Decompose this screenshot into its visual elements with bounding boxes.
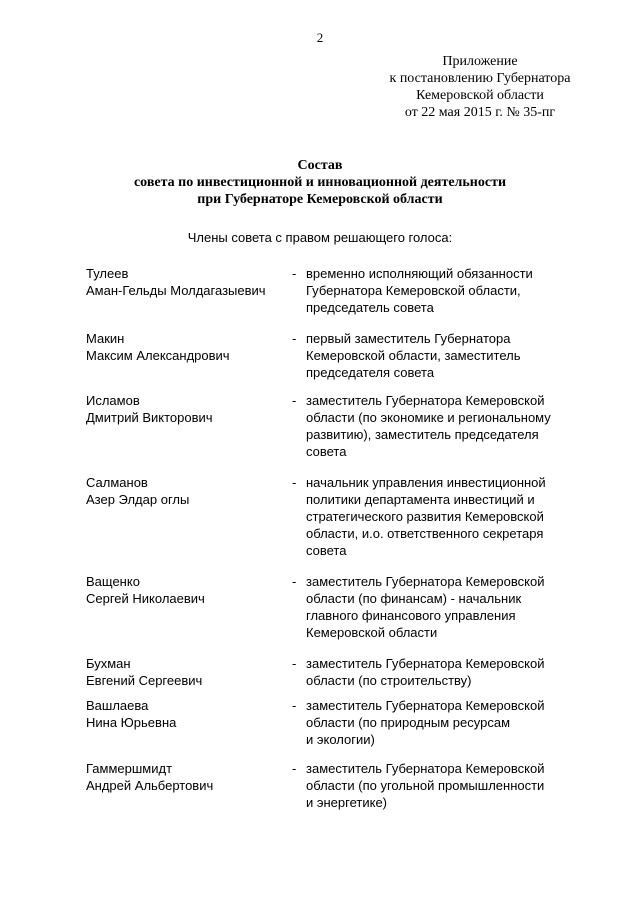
title-line: совета по инвестиционной и инновационной деятельности — [133, 175, 507, 190]
member-name — [86, 760, 286, 794]
role-line: и энергетике) — [306, 795, 388, 810]
member-given-name: Дмитрий Викторович — [86, 410, 213, 425]
member-given-name: Нина Юрьевна — [86, 715, 177, 730]
dash-separator: - — [292, 475, 297, 490]
role-line: политики департамента инвестиций и — [306, 492, 535, 507]
member-role — [306, 330, 576, 381]
dash-separator: - — [292, 331, 297, 346]
dash-separator: - — [292, 266, 297, 281]
role-line: Губернатора Кемеровской области, — [306, 283, 521, 298]
appendix-line: Приложение — [442, 54, 518, 69]
dash-separator: - — [292, 761, 297, 776]
member-name — [86, 265, 286, 299]
member-role — [306, 392, 576, 460]
document-title — [0, 157, 640, 208]
title-line: Состав — [297, 158, 343, 173]
member-surname: Тулеев — [86, 266, 129, 281]
member-name — [86, 392, 286, 426]
member-name — [86, 330, 286, 364]
member-surname: Макин — [86, 331, 125, 346]
role-line: области (по угольной промышленности — [306, 778, 545, 793]
appendix-line: Кемеровской области — [416, 88, 544, 103]
member-role — [306, 265, 576, 316]
member-role — [306, 474, 576, 559]
member-surname: Исламов — [86, 393, 140, 408]
role-line: области (по финансам) - начальник — [306, 591, 522, 606]
dash-separator: - — [292, 656, 297, 671]
appendix-block — [360, 53, 600, 121]
member-given-name: Сергей Николаевич — [86, 591, 205, 606]
member-role — [306, 760, 576, 811]
role-line: совета — [306, 444, 347, 459]
role-line: заместитель Губернатора Кемеровской — [306, 761, 545, 776]
role-line: Кемеровской области, заместитель — [306, 348, 521, 363]
members-subheading: Члены совета с правом решающего голоса: — [187, 230, 453, 245]
role-line: начальник управления инвестиционной — [306, 475, 546, 490]
role-line: председатель совета — [306, 300, 434, 315]
member-given-name: Евгений Сергеевич — [86, 673, 203, 688]
member-name — [86, 573, 286, 607]
role-line: заместитель Губернатора Кемеровской — [306, 656, 545, 671]
role-line: и экологии) — [306, 732, 375, 747]
member-role — [306, 655, 576, 689]
member-surname: Гаммершмидт — [86, 761, 173, 776]
appendix-line: к постановлению Губернатора — [389, 71, 571, 86]
member-given-name: Максим Александрович — [86, 348, 230, 363]
member-given-name: Азер Элдар оглы — [86, 492, 190, 507]
title-line: при Губернаторе Кемеровской области — [197, 192, 443, 207]
role-line: временно исполняющий обязанности — [306, 266, 533, 281]
member-surname: Салманов — [86, 475, 148, 490]
member-role — [306, 697, 576, 748]
role-line: развитию), заместитель председателя — [306, 427, 539, 442]
dash-separator: - — [292, 698, 297, 713]
role-line: Кемеровской области — [306, 625, 438, 640]
role-line: главного финансового управления — [306, 608, 516, 623]
role-line: председателя совета — [306, 365, 435, 380]
member-surname: Бухман — [86, 656, 131, 671]
role-line: стратегического развития Кемеровской — [306, 509, 544, 524]
role-line: первый заместитель Губернатора — [306, 331, 511, 346]
dash-separator: - — [292, 574, 297, 589]
appendix-line: от 22 мая 2015 г. № 35-пг — [404, 105, 556, 120]
role-line: заместитель Губернатора Кемеровской — [306, 698, 545, 713]
role-line: совета — [306, 543, 347, 558]
member-given-name: Аман-Гельды Молдагазыевич — [86, 283, 266, 298]
role-line: области (по строительству) — [306, 673, 472, 688]
member-surname: Ващенко — [86, 574, 140, 589]
role-line: области (по экономике и региональному — [306, 410, 551, 425]
role-line: области, и.о. ответственного секретаря — [306, 526, 544, 541]
member-surname: Вашлаева — [86, 698, 149, 713]
member-name — [86, 655, 286, 689]
dash-separator: - — [292, 393, 297, 408]
member-name — [86, 474, 286, 508]
member-given-name: Андрей Альбертович — [86, 778, 214, 793]
member-name — [86, 697, 286, 731]
page-number: 2 — [316, 30, 324, 45]
member-role — [306, 573, 576, 641]
role-line: области (по природным ресурсам — [306, 715, 511, 730]
role-line: заместитель Губернатора Кемеровской — [306, 393, 545, 408]
role-line: заместитель Губернатора Кемеровской — [306, 574, 545, 589]
